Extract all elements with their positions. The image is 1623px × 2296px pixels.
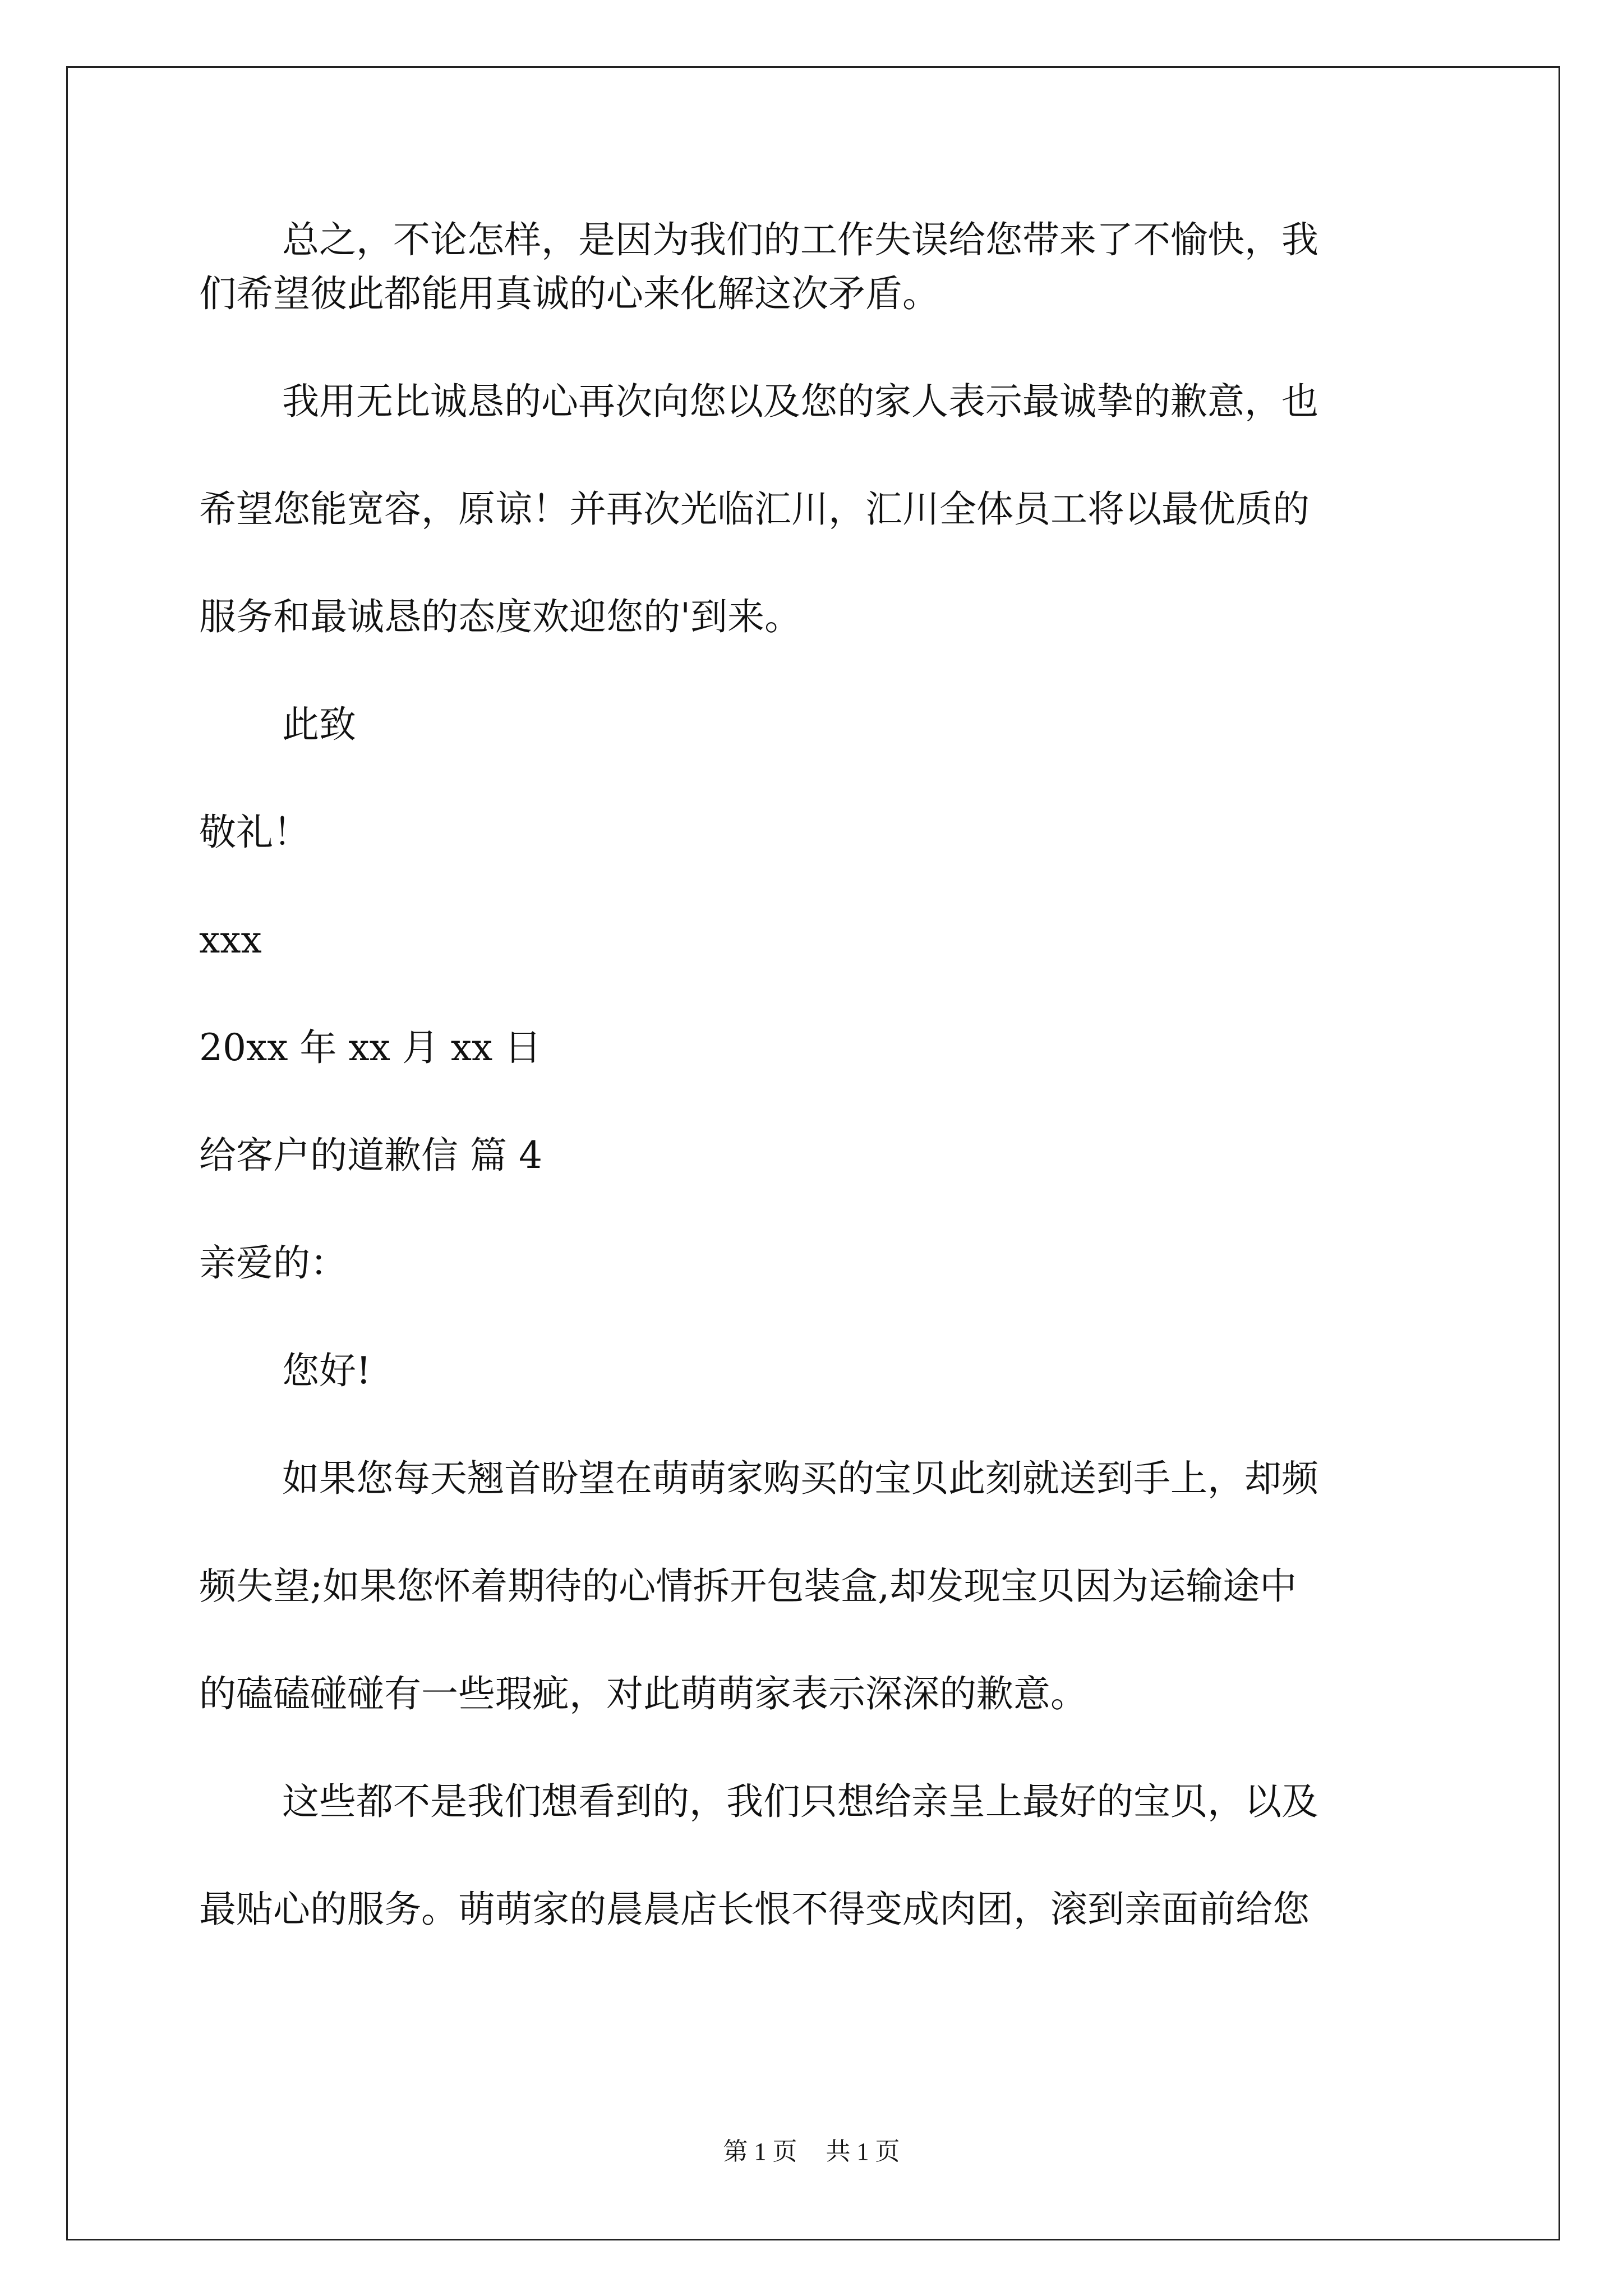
date-line: 20xx 年 xx 月 xx 日 — [199, 1026, 542, 1069]
hello-line: 您好! — [282, 1349, 371, 1392]
page-number-current: 第 1 页 — [723, 2138, 797, 2165]
paragraph-line: 最贴心的服务。萌萌家的晨晨店长恨不得变成肉团，滚到亲面前给您 — [199, 1888, 1310, 1931]
paragraph-line: 服务和最诚恳的态度欢迎您的'到来。 — [199, 595, 802, 638]
paragraph-line: 希望您能宽容，原谅！并再次光临汇川，汇川全体员工将以最优质的 — [199, 487, 1310, 531]
paragraph-line: 我用无比诚恳的心再次向您以及您的家人表示最诚挚的歉意，也 — [282, 380, 1318, 423]
paragraph-line: 这些都不是我们想看到的，我们只想给亲呈上最好的宝贝，以及 — [282, 1780, 1318, 1823]
page-number-total: 共 1 页 — [826, 2138, 900, 2165]
salute-line: 敬礼！ — [199, 811, 310, 854]
paragraph-line: 频失望;如果您怀着期待的心情拆开包装盒,却发现宝贝因为运输途中 — [199, 1565, 1297, 1608]
greeting-line: 亲爱的： — [199, 1241, 347, 1285]
section-heading: 给客户的道歉信 篇 4 — [199, 1134, 542, 1177]
paragraph-line: 如果您每天翘首盼望在萌萌家购买的宝贝此刻就送到手上，却频 — [282, 1457, 1318, 1500]
paragraph-line: 的磕磕碰碰有一些瑕疵，对此萌萌家表示深深的歉意。 — [199, 1672, 1087, 1715]
page-footer — [0, 2135, 1623, 2169]
paragraph-line: 们希望彼此都能用真诚的心来化解这次矛盾。 — [199, 272, 939, 315]
document-body — [199, 213, 1433, 1936]
paragraph-line: 总之，不论怎样，是因为我们的工作失误给您带来了不愉快，我 — [282, 218, 1318, 261]
signature-line: xxx — [199, 918, 262, 961]
closing-line: 此致 — [282, 703, 356, 746]
